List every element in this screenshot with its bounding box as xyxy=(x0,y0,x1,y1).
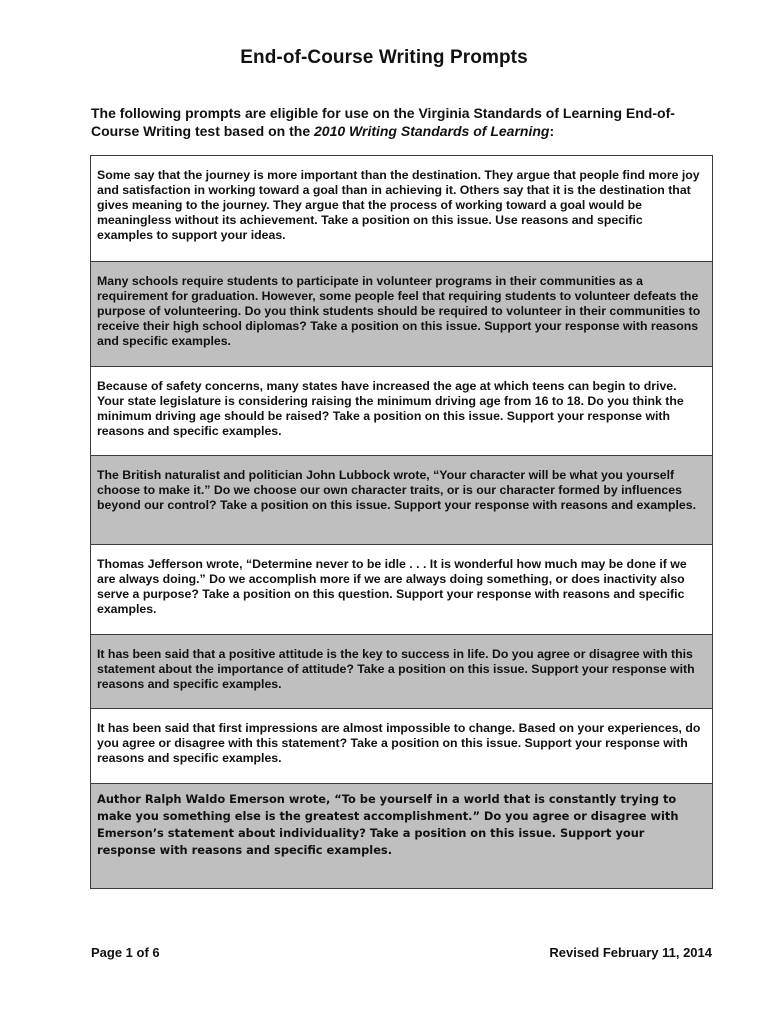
prompt-7: It has been said that first impressions are almost impossible to change. Based on your experiences, do you agree or disagree with this statement? Take a position on this issue. Support your response with reasons and specific examples. xyxy=(91,709,712,784)
intro-standards-title: 2010 Writing Standards of Learning xyxy=(314,123,550,139)
page-number: Page 1 of 6 xyxy=(91,945,160,960)
prompt-1: Some say that the journey is more important than the destination. They argue that people find more joy and satisfaction in working toward a goal than in achieving it. Others say that it is the destination that gives meaning to the journey. They argue that the process of working toward a goal would be meaningless without its achievement. Take a position on this issue. Use reasons and specific examples to support your ideas. xyxy=(91,156,712,262)
prompts-table xyxy=(90,155,713,889)
prompt-5: Thomas Jefferson wrote, “Determine never to be idle . . . It is wonderful how much may be done if we are always doing.” Do we accomplish more if we are always doing something, or does inactivity also serve a purpose? Take a position on this question. Support your response with reasons and specific examples. xyxy=(91,545,712,635)
intro-text: The following prompts are eligible for use on the Virginia Standards of Learning End-of-Course Writing test based on the xyxy=(91,105,675,139)
prompt-6: It has been said that a positive attitude is the key to success in life. Do you agree or disagree with this statement about the importance of attitude? Take a position on this issue. Support your response with reasons and specific examples. xyxy=(91,635,712,709)
prompt-3: Because of safety concerns, many states have increased the age at which teens can begin to drive. Your state legislature is considering raising the minimum driving age from 16 to 18. Do you think the minimum driving age should be raised? Take a position on this issue. Support your response with reasons and specific examples. xyxy=(91,367,712,456)
prompt-2: Many schools require students to participate in volunteer programs in their communities as a requirement for graduation. However, some people feel that requiring students to volunteer defeats the purpose of volunteering. Do you think students should be required to volunteer in their communities to receive their high school diplomas? Take a position on this issue. Support your response with reasons and specific examples. xyxy=(91,262,712,367)
page-title: End-of-Course Writing Prompts xyxy=(240,47,528,68)
prompt-4: The British naturalist and politician John Lubbock wrote, “Your character will be what you yourself choose to make it.” Do we choose our own character traits, or is our character formed by influences beyond our control? Take a position on this issue. Support your response with reasons and examples. xyxy=(91,456,712,545)
prompt-8: Author Ralph Waldo Emerson wrote, “To be yourself in a world that is constantly trying to make you something else is the greatest accomplishment.” Do you agree or disagree with Emerson’s statement about individuality? Take a position on this issue. Support your response with reasons and specific examples. xyxy=(91,784,712,888)
intro-colon: : xyxy=(549,123,555,139)
revision-date: Revised February 11, 2014 xyxy=(549,945,712,960)
intro-paragraph xyxy=(91,104,691,140)
